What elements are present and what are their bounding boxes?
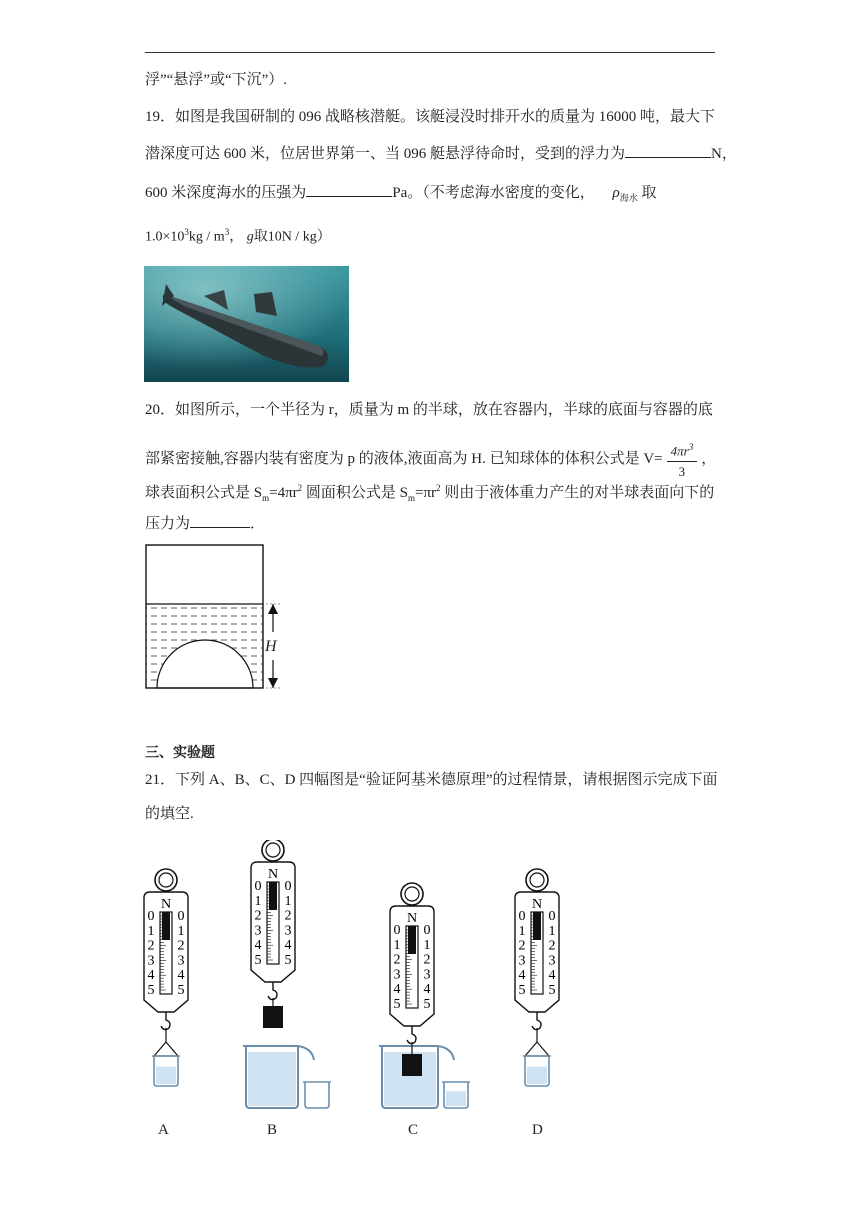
newton-unit-label: N — [267, 867, 279, 882]
q20-line3: 球表面积公式是 $S_m=4\pi r^2$ 圆面积公式是 $S_m=\pi r^2$ 则由于液体重力产生的对半球表面向下的 — [145, 483, 715, 503]
scale-tick-right: 5 — [423, 997, 431, 1012]
scale-tick-right: 1 — [423, 937, 431, 953]
archimedes-experiment-svg — [0, 840, 860, 1160]
scale-tick-right: 2 — [423, 952, 431, 968]
scale-tick-right: 0 — [177, 909, 185, 924]
submarine-image — [144, 266, 349, 382]
scale-tick-left: 4 — [254, 938, 262, 954]
scale-tick-left: 3 — [518, 953, 526, 969]
scale-tick-right: 2 — [548, 938, 556, 954]
scale-tick-right: 2 — [284, 908, 292, 924]
scale-tick-left: 1 — [254, 893, 262, 909]
overflow-cup-d — [523, 1056, 551, 1086]
scale-tick-left: 0 — [518, 909, 526, 924]
scale-tick-left: 4 — [393, 982, 401, 998]
header-rule — [145, 52, 715, 53]
scale-tick-left: 4 — [518, 968, 526, 984]
answer-blank-force[interactable] — [190, 513, 250, 528]
scale-tick-right: 0 — [284, 879, 292, 894]
scale-tick-right: 1 — [177, 923, 185, 939]
scale-tick-left: 5 — [518, 983, 526, 998]
figure-label-c: C — [408, 1122, 419, 1138]
scale-tick-right: 0 — [548, 909, 556, 924]
spring-scale-d — [515, 869, 559, 1030]
q18-tail: 浮”“悬浮”或“下沉”）. — [145, 72, 288, 88]
scale-tick-left: 0 — [254, 879, 262, 894]
scale-tick-right: 3 — [423, 967, 431, 983]
newton-unit-label: N — [160, 897, 172, 912]
height-label: H — [265, 638, 277, 655]
scale-tick-left: 3 — [147, 953, 155, 969]
scale-tick-left: 1 — [147, 923, 155, 939]
figure-label-a: A — [158, 1122, 169, 1138]
q19-line1: 19．如图是我国研制的 096 战略核潜艇。该艇浸没时排开水的质量为 16000 吨，最大下 — [145, 109, 716, 125]
scale-tick-right: 1 — [548, 923, 556, 939]
spring-scale-b — [251, 840, 295, 1000]
scale-tick-left: 2 — [147, 938, 155, 954]
scale-tick-left: 0 — [147, 909, 155, 924]
answer-blank-buoyancy[interactable] — [625, 143, 711, 158]
q20-line2: 部紧密接触,容器内装有密度为 p 的液体,液面高为 H. 已知球体的体积公式是 V= $\frac{4\pi r^3}{3}$ ， — [145, 437, 716, 482]
answer-blank-pressure[interactable] — [306, 182, 392, 197]
catch-cup-b — [303, 1082, 331, 1108]
scale-tick-left: 5 — [147, 983, 155, 998]
scale-tick-right: 1 — [284, 893, 292, 909]
scale-tick-right: 3 — [284, 923, 292, 939]
newton-unit-label: N — [406, 911, 418, 926]
spring-scale-c — [390, 883, 434, 1044]
scale-tick-left: 5 — [393, 997, 401, 1012]
newton-unit-label: N — [531, 897, 543, 912]
scale-tick-left: 2 — [254, 908, 262, 924]
scale-tick-right: 5 — [284, 953, 292, 968]
scale-tick-left: 1 — [518, 923, 526, 939]
scale-tick-right: 4 — [284, 938, 292, 954]
q19-line3: 600 米深度海水的压强为 Pa。（不考虑海水密度的变化， $\rho_{海水}$ 取 — [145, 182, 657, 208]
scale-tick-left: 1 — [393, 937, 401, 953]
scale-tick-right: 2 — [177, 938, 185, 954]
metal-block-c — [402, 1054, 422, 1076]
scale-tick-right: 4 — [423, 982, 431, 998]
scale-tick-left: 2 — [393, 952, 401, 968]
scale-tick-left: 2 — [518, 938, 526, 954]
scale-tick-left: 5 — [254, 953, 262, 968]
volume-fraction: $\frac{4\pi r^3}{3}$ — [667, 437, 698, 482]
container-hemisphere-diagram — [140, 540, 300, 700]
q19-line4: $1.0\times 10^3kg / m^3$， g取10N / kg） — [145, 227, 331, 245]
scale-tick-left: 3 — [393, 967, 401, 983]
section-title: 三、实验题 — [145, 745, 215, 761]
spring-scale-a — [144, 869, 188, 1030]
figure-label-d: D — [532, 1122, 543, 1138]
q20-line1: 20．如图所示，一个半径为 r，质量为 m 的半球，放在容器内，半球的底面与容器的底 — [145, 402, 713, 418]
scale-tick-right: 4 — [177, 968, 185, 984]
scale-tick-left: 0 — [393, 923, 401, 938]
scale-tick-right: 3 — [548, 953, 556, 969]
overflow-beaker-b — [243, 1046, 314, 1108]
overflow-cup-a — [152, 1056, 180, 1086]
scale-tick-right: 5 — [177, 983, 185, 998]
scale-tick-left: 4 — [147, 968, 155, 984]
scale-tick-right: 0 — [423, 923, 431, 938]
q21-line1: 21．下列 A、B、C、D 四幅图是“验证阿基米德原理”的过程情景，请根据图示完成下面 — [145, 772, 718, 788]
scale-tick-right: 4 — [548, 968, 556, 984]
metal-block-b — [263, 1006, 283, 1028]
q20-line4: 压力为 ． — [145, 513, 265, 534]
q19-line2: 潜深度可达 600 米，位居世界第一、当 096 艇悬浮待命时，受到的浮力为 N， — [145, 143, 737, 164]
scale-tick-right: 5 — [548, 983, 556, 998]
scale-tick-right: 3 — [177, 953, 185, 969]
figure-label-b: B — [267, 1122, 278, 1138]
q21-line2: 的填空. — [145, 806, 194, 822]
scale-tick-left: 3 — [254, 923, 262, 939]
catch-cup-c — [442, 1082, 470, 1108]
